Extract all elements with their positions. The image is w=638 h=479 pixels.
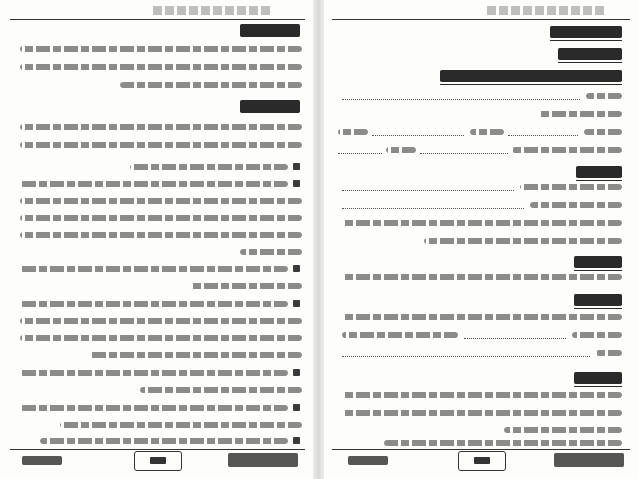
list-item-line — [20, 301, 288, 307]
paragraph-line — [20, 142, 302, 148]
form-field-label — [338, 129, 368, 135]
chapter-subtitle — [558, 48, 622, 60]
list-number — [293, 300, 300, 307]
fill-in-line — [420, 153, 508, 154]
list-item-line — [240, 249, 302, 255]
list-item-line — [140, 387, 302, 393]
fill-in-line — [508, 135, 578, 136]
paragraph-line — [424, 238, 622, 244]
right-page — [324, 0, 638, 479]
fill-in-line — [338, 153, 382, 154]
form-field-label — [520, 184, 622, 190]
footer-publication-title — [228, 453, 298, 467]
footer-author — [22, 456, 62, 465]
fill-in-line — [342, 208, 524, 209]
form-title — [440, 70, 622, 82]
list-item-line — [20, 181, 288, 187]
list-item-line — [20, 198, 302, 204]
section-heading — [240, 24, 300, 37]
footer-author — [348, 456, 388, 465]
page-number-box — [458, 451, 506, 471]
section-heading — [240, 100, 300, 113]
section-heading — [576, 166, 622, 178]
list-item-line — [190, 283, 302, 289]
list-item-line — [20, 215, 302, 221]
fill-in-line — [342, 190, 514, 191]
paragraph-line — [342, 220, 622, 226]
chapter-heading — [550, 26, 622, 38]
paragraph-line — [20, 124, 302, 130]
paragraph-line — [20, 46, 302, 52]
fill-in-line — [464, 338, 566, 339]
list-number — [293, 163, 300, 170]
binding-gutter — [313, 0, 324, 479]
list-number — [293, 265, 300, 272]
running-head — [484, 6, 604, 15]
footer-rule — [10, 449, 305, 450]
paragraph-line — [342, 274, 622, 280]
list-number — [293, 404, 300, 411]
left-page — [0, 0, 313, 479]
list-item-line — [20, 266, 288, 272]
list-number — [293, 369, 300, 376]
paragraph-line — [342, 332, 458, 338]
page-number-box — [134, 451, 182, 471]
paragraph-line — [384, 440, 622, 446]
running-head — [150, 6, 270, 15]
list-item-line — [20, 335, 302, 341]
paragraph-line — [120, 82, 302, 88]
section-heading — [574, 256, 622, 268]
list-number — [293, 437, 300, 444]
list-item-line — [20, 232, 302, 238]
form-field-label — [386, 147, 416, 153]
form-field-label — [512, 147, 622, 153]
form-field-label — [530, 202, 622, 208]
form-field-label — [586, 93, 622, 99]
list-item-line — [20, 405, 288, 411]
paragraph-line — [342, 392, 622, 398]
paragraph-line — [20, 64, 302, 70]
fill-in-line — [342, 99, 580, 100]
list-item-line — [90, 352, 302, 358]
list-item-line — [40, 438, 288, 444]
fill-in-line — [372, 135, 464, 136]
form-field-label — [538, 111, 622, 117]
paragraph-line — [596, 350, 622, 356]
fill-in-line — [342, 356, 590, 357]
section-heading — [574, 372, 622, 384]
list-number — [293, 180, 300, 187]
footer-rule — [332, 449, 630, 450]
list-item-line — [20, 370, 288, 376]
header-rule — [10, 19, 305, 20]
paragraph-line — [504, 427, 622, 433]
list-item-line — [130, 164, 288, 170]
footer-publication-title — [554, 453, 624, 467]
list-item-line — [20, 318, 302, 324]
list-item-line — [60, 422, 302, 428]
form-field-label — [470, 129, 504, 135]
paragraph-line — [342, 314, 622, 320]
header-rule — [332, 19, 630, 20]
paragraph-line — [342, 410, 622, 416]
form-field-label — [584, 129, 622, 135]
paragraph-line — [572, 332, 622, 338]
section-heading — [574, 294, 622, 306]
